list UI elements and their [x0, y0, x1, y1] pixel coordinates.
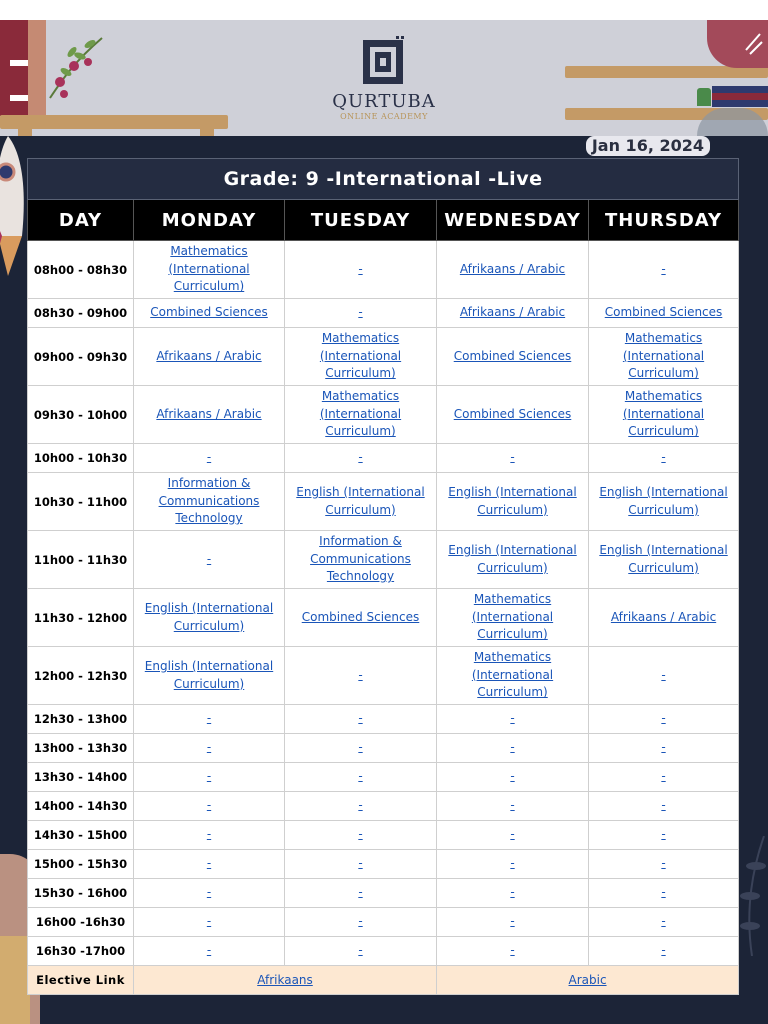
schedule-cell-tuesday [285, 763, 437, 792]
subject-link[interactable]: - [358, 450, 363, 465]
cell-content [285, 710, 436, 728]
schedule-cell-monday [134, 444, 285, 473]
schedule-cell-wednesday [437, 821, 589, 850]
time-slot-label: 13h30 - 14h00 [28, 763, 134, 792]
brand-logo [0, 36, 768, 122]
schedule-cell-wednesday [437, 850, 589, 879]
schedule-cell-thursday [589, 328, 739, 386]
subject-link[interactable]: - [206, 856, 212, 871]
table-row [28, 473, 739, 531]
schedule-cell-wednesday [437, 473, 589, 531]
cell-content [285, 913, 436, 931]
schedule-cell-thursday [589, 647, 739, 705]
cell-content [437, 739, 588, 757]
subject-link[interactable]: - [661, 885, 666, 900]
subject-link[interactable]: - [358, 914, 363, 929]
subject-link[interactable]: Afrikaans / Arabic [610, 609, 717, 624]
subject-link[interactable]: English (International Curriculum) [448, 543, 577, 575]
subject-link[interactable]: - [510, 711, 515, 726]
cell-content [589, 913, 738, 931]
cell-content [437, 449, 588, 467]
schedule-cell-tuesday [285, 937, 437, 966]
schedule-cell-tuesday [285, 444, 437, 473]
schedule-cell-wednesday [437, 647, 589, 705]
schedule-cell-wednesday [437, 531, 589, 589]
schedule-cell-monday [134, 763, 285, 792]
schedule-cell-wednesday [437, 763, 589, 792]
cell-content [589, 710, 738, 728]
subject-link[interactable]: - [661, 827, 666, 842]
subject-link[interactable]: - [661, 740, 666, 755]
schedule-cell-wednesday [437, 386, 589, 444]
table-row [28, 908, 739, 937]
cell-content [437, 913, 588, 931]
subject-link[interactable]: - [661, 450, 666, 465]
cell-content [589, 449, 738, 467]
elective-cell [134, 966, 437, 995]
cell-content [589, 388, 738, 441]
cell-content [134, 913, 284, 931]
cell-content [437, 710, 588, 728]
subject-link[interactable]: Mathematics (International Curriculum) [622, 389, 705, 439]
table-row [28, 792, 739, 821]
time-slot-label: 08h00 - 08h30 [28, 241, 134, 299]
subject-link[interactable]: - [358, 827, 363, 842]
schedule-cell-wednesday [437, 705, 589, 734]
subject-link[interactable]: - [510, 450, 515, 465]
subject-link[interactable]: Combined Sciences [453, 348, 572, 363]
timetable [27, 158, 739, 995]
subject-link[interactable]: English (International Curriculum) [599, 485, 728, 517]
schedule-cell-monday [134, 647, 285, 705]
schedule-cell-tuesday [285, 879, 437, 908]
subject-link[interactable]: Information & Communications Technology [158, 476, 260, 526]
subject-link[interactable]: - [661, 711, 666, 726]
subject-link[interactable]: - [661, 943, 666, 958]
time-slot-label: 15h00 - 15h30 [28, 850, 134, 879]
schedule-cell-tuesday [285, 792, 437, 821]
timetable-title: Grade: 9 -International -Live [28, 159, 739, 200]
cell-content [437, 591, 588, 644]
subject-link[interactable]: - [510, 798, 515, 813]
schedule-cell-wednesday [437, 299, 589, 328]
time-slot-label: 11h30 - 12h00 [28, 589, 134, 647]
subject-link[interactable]: - [510, 914, 515, 929]
subject-link[interactable]: - [358, 305, 363, 320]
column-header-tuesday: TUESDAY [285, 200, 437, 241]
cell-content [134, 768, 284, 786]
schedule-cell-thursday [589, 386, 739, 444]
cell-content [285, 855, 436, 873]
schedule-cell-monday [134, 531, 285, 589]
subject-link[interactable]: Afrikaans / Arabic [156, 406, 262, 421]
cell-content [285, 330, 436, 383]
schedule-cell-monday [134, 850, 285, 879]
cell-content [437, 484, 588, 519]
schedule-cell-thursday [589, 589, 739, 647]
column-header-monday: MONDAY [134, 200, 285, 241]
schedule-cell-wednesday [437, 328, 589, 386]
subject-link[interactable]: Mathematics (International Curriculum) [168, 244, 250, 294]
cell-content [134, 855, 284, 873]
schedule-cell-thursday [589, 705, 739, 734]
schedule-cell-monday [134, 734, 285, 763]
cell-content [589, 609, 738, 627]
cell-content [589, 542, 738, 577]
cell-content [437, 855, 588, 873]
table-row [28, 879, 739, 908]
cell-content [134, 826, 284, 844]
schedule-cell-monday [134, 821, 285, 850]
cell-content [134, 449, 284, 467]
schedule-cell-wednesday [437, 241, 589, 299]
schedule-cell-monday [134, 299, 285, 328]
subject-link[interactable]: - [206, 551, 212, 566]
table-row [28, 705, 739, 734]
cell-content [134, 243, 284, 296]
subject-link[interactable]: - [358, 667, 363, 682]
schedule-cell-wednesday [437, 792, 589, 821]
time-slot-label: 10h00 - 10h30 [28, 444, 134, 473]
schedule-cell-thursday [589, 850, 739, 879]
cell-content [589, 739, 738, 757]
subject-link[interactable]: - [358, 856, 363, 871]
cell-content [285, 533, 436, 586]
cell-content [589, 884, 738, 902]
cell-content [134, 551, 284, 569]
cell-content [134, 304, 284, 322]
table-row [28, 647, 739, 705]
table-row [28, 850, 739, 879]
date-badge: Jan 16, 2024 [586, 136, 710, 156]
cell-content [437, 304, 588, 322]
table-row [28, 299, 739, 328]
shelf-decoration [200, 128, 214, 136]
schedule-cell-wednesday [437, 879, 589, 908]
schedule-cell-wednesday [437, 589, 589, 647]
cell-content [285, 768, 436, 786]
schedule-cell-thursday [589, 299, 739, 328]
time-slot-label: 09h00 - 09h30 [28, 328, 134, 386]
subject-link[interactable]: English (International Curriculum) [144, 601, 274, 633]
schedule-cell-thursday [589, 937, 739, 966]
schedule-cell-tuesday [285, 821, 437, 850]
table-row [28, 531, 739, 589]
subject-link[interactable]: Combined Sciences [150, 305, 268, 320]
time-slot-label: 14h30 - 15h00 [28, 821, 134, 850]
brand-name: QURTUBA [332, 91, 436, 112]
cell-content [589, 330, 738, 383]
subject-link[interactable]: - [206, 798, 212, 813]
cell-content [437, 768, 588, 786]
subject-link[interactable]: - [358, 740, 363, 755]
cell-content [134, 710, 284, 728]
cell-content [134, 942, 284, 960]
cell-content [589, 797, 738, 815]
cell-content [589, 484, 738, 519]
subject-link[interactable]: - [510, 943, 515, 958]
header-banner [0, 20, 768, 136]
schedule-cell-thursday [589, 792, 739, 821]
subject-link[interactable]: - [358, 885, 363, 900]
subject-link[interactable]: - [206, 740, 212, 755]
schedule-cell-tuesday [285, 386, 437, 444]
subject-link[interactable]: - [510, 856, 515, 871]
subject-link[interactable]: - [358, 769, 363, 784]
cell-content [285, 797, 436, 815]
subject-link[interactable]: - [358, 261, 363, 276]
subject-link[interactable]: - [206, 769, 212, 784]
subject-link[interactable]: Mathematics (International Curriculum) [319, 331, 402, 381]
schedule-cell-tuesday [285, 299, 437, 328]
schedule-cell-thursday [589, 734, 739, 763]
elective-cell [437, 966, 739, 995]
schedule-cell-tuesday [285, 241, 437, 299]
table-row [28, 444, 739, 473]
subject-link[interactable]: English (International Curriculum) [448, 485, 577, 517]
cell-content [285, 449, 436, 467]
subject-link[interactable]: Combined Sciences [453, 406, 572, 421]
schedule-cell-tuesday [285, 328, 437, 386]
subject-link[interactable]: Combined Sciences [301, 609, 420, 624]
schedule-cell-tuesday [285, 908, 437, 937]
schedule-cell-monday [134, 879, 285, 908]
subject-link[interactable]: Afrikaans / Arabic [459, 261, 566, 276]
subject-link[interactable]: Combined Sciences [604, 305, 723, 320]
cell-content [134, 739, 284, 757]
header-row [28, 200, 739, 241]
time-slot-label: 10h30 - 11h00 [28, 473, 134, 531]
qurtuba-logo-icon [361, 36, 407, 86]
cell-content [134, 658, 284, 693]
schedule-cell-monday [134, 328, 285, 386]
subject-link[interactable]: Afrikaans / Arabic [459, 305, 566, 320]
cell-content [134, 406, 284, 424]
elective-row [28, 966, 739, 995]
schedule-cell-monday [134, 705, 285, 734]
schedule-cell-wednesday [437, 908, 589, 937]
cell-content [285, 826, 436, 844]
decorative-blob [0, 936, 30, 1024]
elective-link-afrikaans[interactable]: Afrikaans [257, 973, 313, 987]
leaf-icon [736, 836, 768, 956]
schedule-cell-thursday [589, 821, 739, 850]
schedule-cell-thursday [589, 879, 739, 908]
subject-link[interactable]: Mathematics (International Curriculum) [471, 650, 554, 700]
schedule-cell-wednesday [437, 937, 589, 966]
cell-content [285, 304, 436, 322]
cell-content [285, 484, 436, 519]
elective-link-arabic[interactable]: Arabic [568, 973, 607, 987]
cell-content [437, 261, 588, 279]
cell-content [437, 649, 588, 702]
cell-content [589, 855, 738, 873]
subject-link[interactable]: Mathematics (International Curriculum) [471, 592, 554, 642]
schedule-cell-thursday [589, 241, 739, 299]
brand-subtitle: ONLINE ACADEMY [340, 112, 428, 121]
cell-content [285, 388, 436, 441]
schedule-cell-tuesday [285, 531, 437, 589]
cell-content [285, 667, 436, 685]
cell-content [589, 942, 738, 960]
subject-link[interactable]: - [661, 914, 666, 929]
time-slot-label: 12h00 - 12h30 [28, 647, 134, 705]
subject-link[interactable]: - [206, 711, 212, 726]
table-row [28, 589, 739, 647]
subject-link[interactable]: - [358, 798, 363, 813]
cell-content [285, 739, 436, 757]
schedule-cell-tuesday [285, 734, 437, 763]
schedule-cell-thursday [589, 763, 739, 792]
subject-link[interactable]: Mathematics (International Curriculum) [319, 389, 402, 439]
subject-link[interactable]: Afrikaans / Arabic [156, 348, 262, 363]
subject-link[interactable]: - [206, 450, 212, 465]
cell-content [285, 884, 436, 902]
schedule-cell-tuesday [285, 647, 437, 705]
cell-content [437, 826, 588, 844]
schedule-cell-monday [134, 937, 285, 966]
cell-content [285, 261, 436, 279]
schedule-cell-monday [134, 589, 285, 647]
table-row [28, 386, 739, 444]
schedule-cell-monday [134, 792, 285, 821]
time-slot-label: 13h00 - 13h30 [28, 734, 134, 763]
schedule-cell-monday [134, 241, 285, 299]
cell-content [589, 768, 738, 786]
column-header-thursday: THURSDAY [589, 200, 739, 241]
schedule-cell-monday [134, 473, 285, 531]
subject-link[interactable]: - [206, 827, 212, 842]
time-slot-label: 14h00 - 14h30 [28, 792, 134, 821]
subject-link[interactable]: - [510, 740, 515, 755]
subject-link[interactable]: - [661, 769, 666, 784]
column-header-wednesday: WEDNESDAY [437, 200, 589, 241]
elective-label: Elective Link [28, 966, 134, 995]
schedule-cell-thursday [589, 531, 739, 589]
cell-content [134, 884, 284, 902]
table-row [28, 734, 739, 763]
time-slot-label: 15h30 - 16h00 [28, 879, 134, 908]
shelf-decoration [18, 128, 32, 136]
schedule-cell-monday [134, 908, 285, 937]
subject-link[interactable]: English (International Curriculum) [296, 485, 425, 517]
cell-content [134, 600, 284, 635]
subject-link[interactable]: - [510, 885, 515, 900]
cell-content [589, 261, 738, 279]
subject-link[interactable]: Information & Communications Technology [310, 534, 411, 584]
subject-link[interactable]: - [358, 711, 363, 726]
time-slot-label: 16h30 -17h00 [28, 937, 134, 966]
subject-link[interactable]: - [206, 914, 212, 929]
time-slot-label: 08h30 - 09h00 [28, 299, 134, 328]
column-header-day: DAY [28, 200, 134, 241]
schedule-cell-tuesday [285, 850, 437, 879]
subject-link[interactable]: - [661, 856, 666, 871]
subject-link[interactable]: - [206, 885, 212, 900]
subject-link[interactable]: - [206, 943, 212, 958]
cell-content [285, 942, 436, 960]
subject-link[interactable]: - [661, 798, 666, 813]
cell-content [437, 942, 588, 960]
time-slot-label: 16h00 -16h30 [28, 908, 134, 937]
time-slot-label: 09h30 - 10h00 [28, 386, 134, 444]
subject-link[interactable]: - [358, 943, 363, 958]
cell-content [437, 348, 588, 366]
table-row [28, 763, 739, 792]
subject-link[interactable]: - [661, 261, 666, 276]
schedule-cell-thursday [589, 473, 739, 531]
cell-content [437, 406, 588, 424]
schedule-cell-thursday [589, 444, 739, 473]
table-row [28, 937, 739, 966]
time-slot-label: 11h00 - 11h30 [28, 531, 134, 589]
time-slot-label: 12h30 - 13h00 [28, 705, 134, 734]
cell-content [134, 797, 284, 815]
cell-content [134, 475, 284, 528]
cell-content [589, 667, 738, 685]
schedule-cell-tuesday [285, 589, 437, 647]
schedule-cell-wednesday [437, 444, 589, 473]
subject-link[interactable]: - [661, 667, 666, 682]
schedule-cell-tuesday [285, 705, 437, 734]
cell-content [134, 348, 284, 366]
cell-content [437, 884, 588, 902]
cell-content [437, 542, 588, 577]
schedule-cell-tuesday [285, 473, 437, 531]
subject-link[interactable]: - [510, 827, 515, 842]
schedule-cell-monday [134, 386, 285, 444]
schedule-cell-wednesday [437, 734, 589, 763]
subject-link[interactable]: - [510, 769, 515, 784]
cell-content [285, 609, 436, 627]
table-row [28, 328, 739, 386]
table-row [28, 821, 739, 850]
subject-link[interactable]: Mathematics (International Curriculum) [622, 331, 705, 381]
cell-content [437, 797, 588, 815]
cell-content [589, 304, 738, 322]
subject-link[interactable]: English (International Curriculum) [599, 543, 728, 575]
subject-link[interactable]: English (International Curriculum) [144, 659, 274, 691]
table-row [28, 241, 739, 299]
schedule-cell-thursday [589, 908, 739, 937]
cell-content [589, 826, 738, 844]
